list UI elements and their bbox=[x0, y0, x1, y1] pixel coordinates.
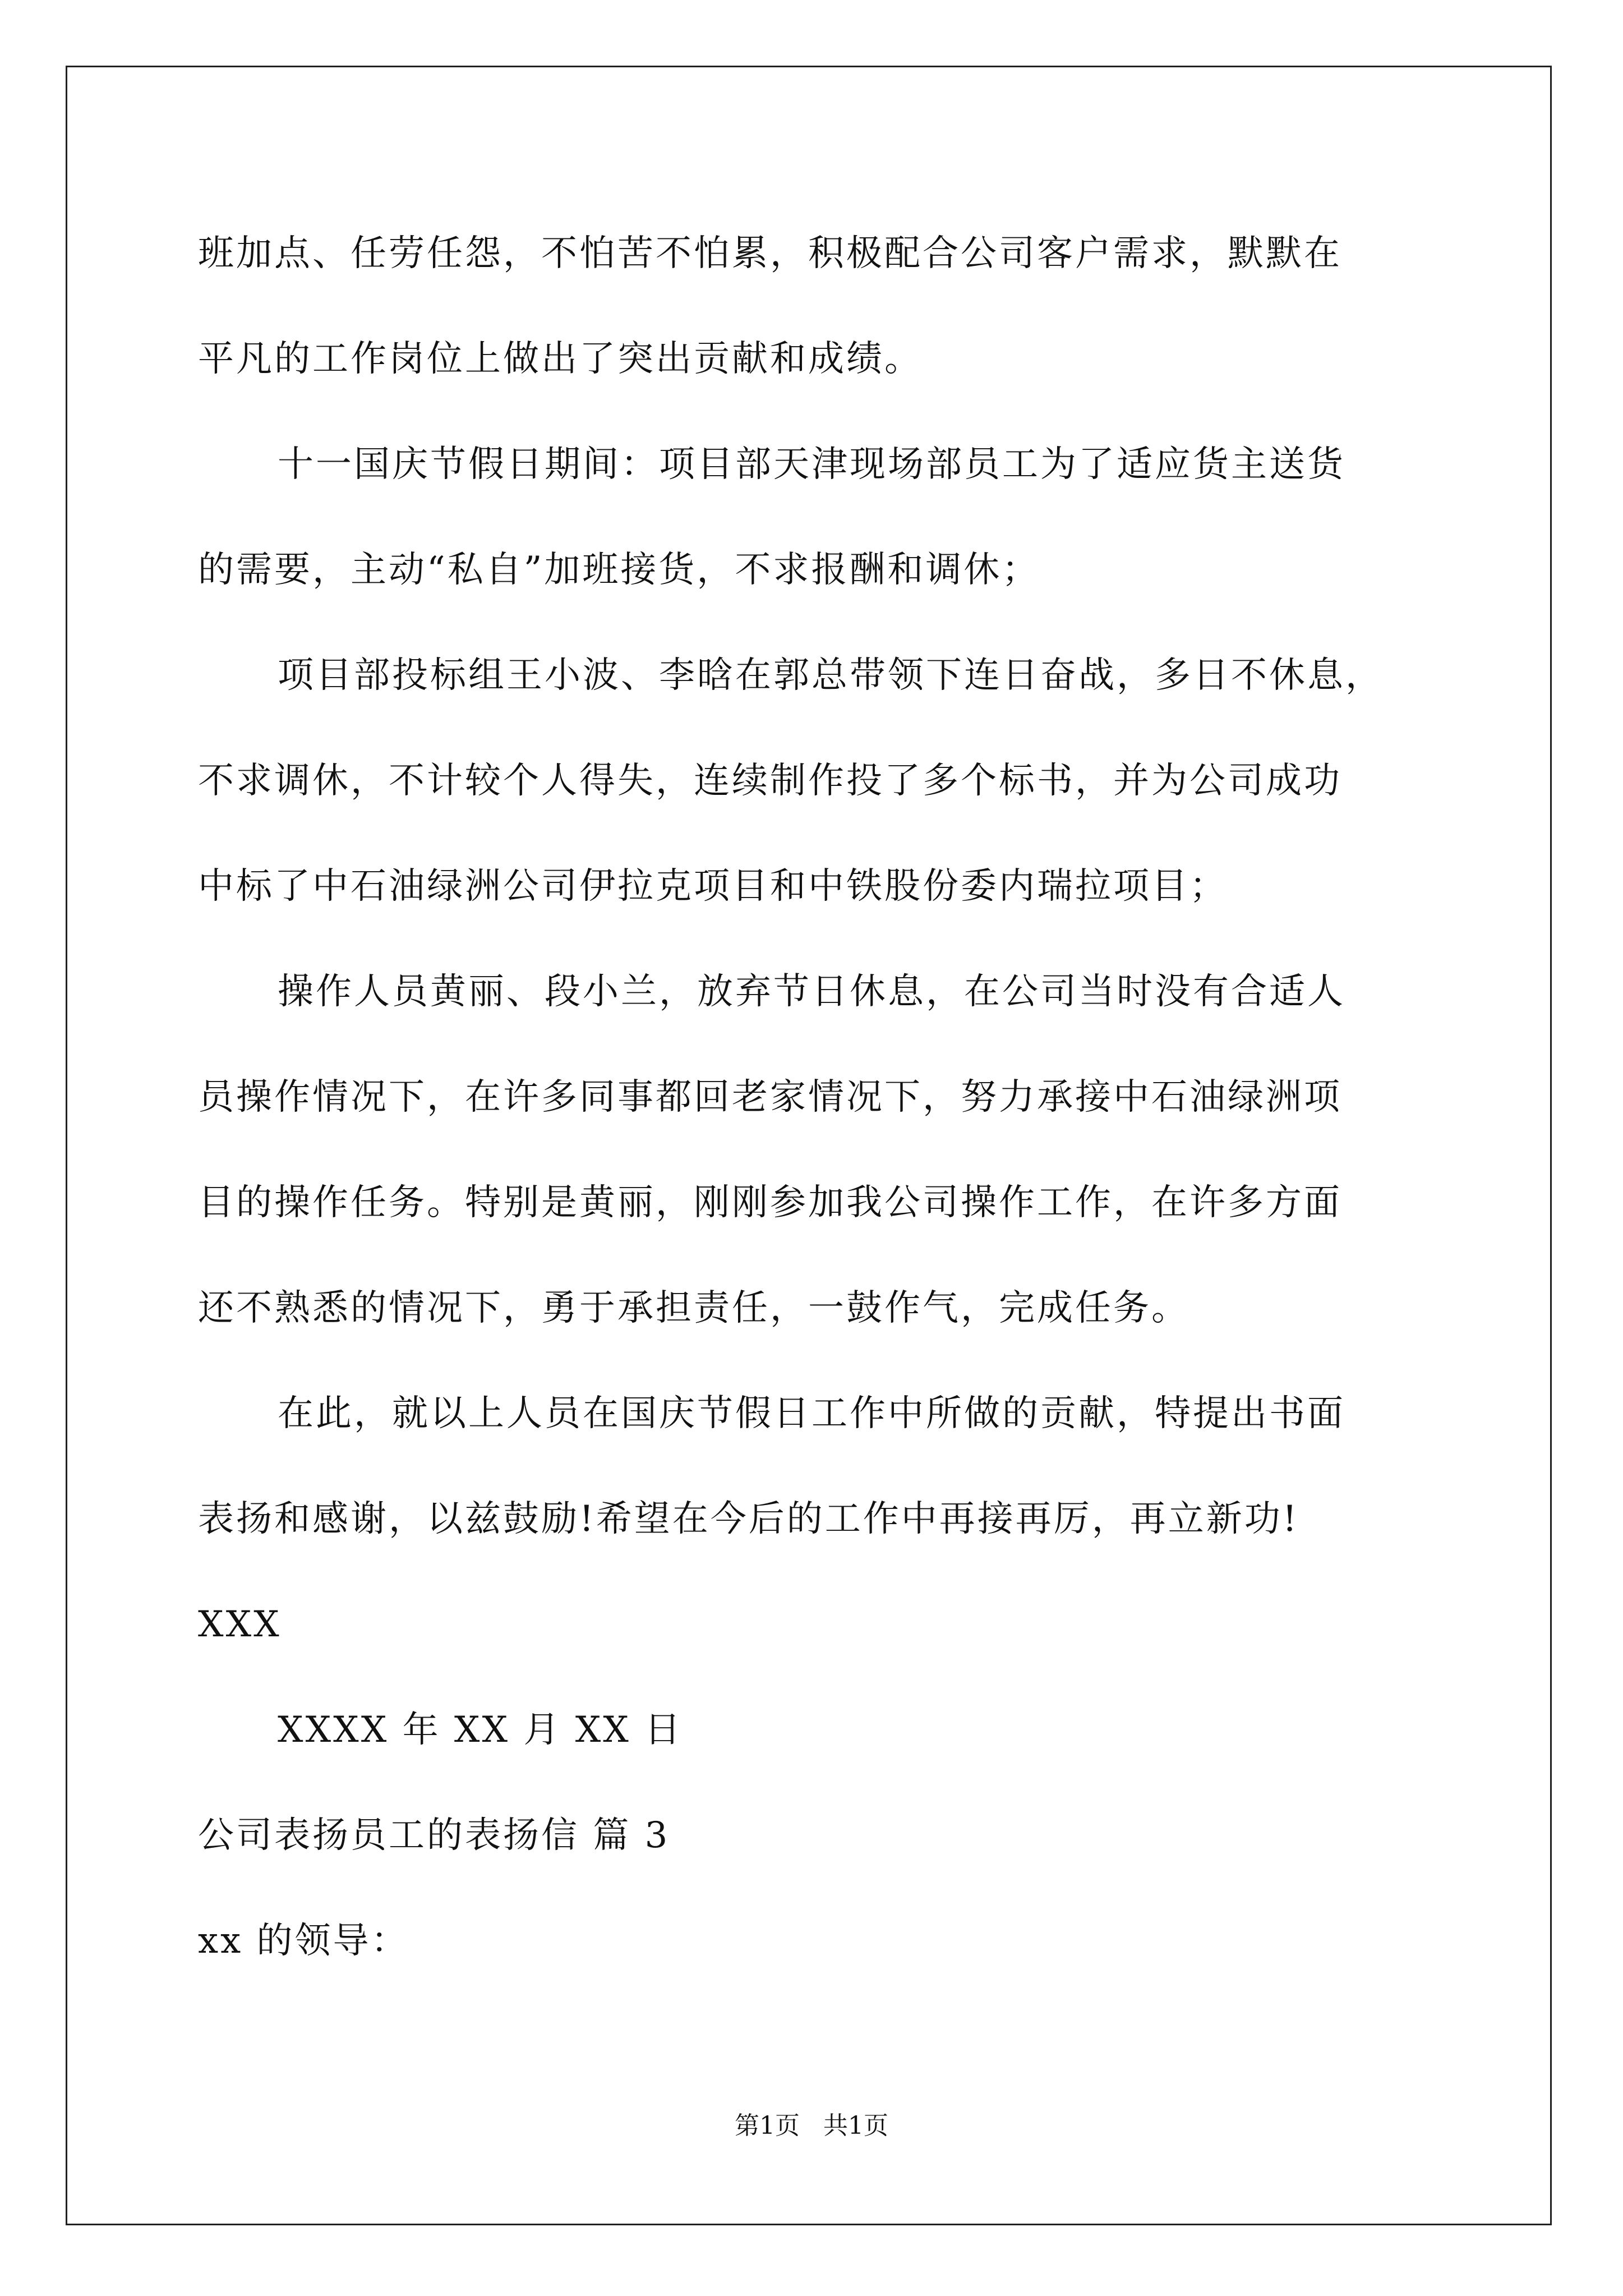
page-border bbox=[66, 66, 1552, 2225]
body-line-11: 还不熟悉的情况下，勇于承担责任，一鼓作气，完成任务。 bbox=[198, 1287, 1189, 1329]
body-line-1: 班加点、任劳任怨，不怕苦不怕累，积极配合公司客户需求，默默在 bbox=[198, 233, 1342, 274]
body-line-3: 十一国庆节假日期间：项目部天津现场部员工为了适应货主送货 bbox=[278, 444, 1345, 485]
signature-name: XXX bbox=[198, 1604, 282, 1645]
salutation: xx 的领导： bbox=[198, 1920, 409, 1962]
page-footer: 第1页 共1页 bbox=[735, 2111, 888, 2140]
signature-date: XXXX 年 XX 月 XX 日 bbox=[278, 1709, 683, 1751]
body-line-13: 表扬和感谢，以兹鼓励!希望在今后的工作中再接再厉，再立新功! bbox=[198, 1498, 1299, 1540]
body-line-2: 平凡的工作岗位上做出了突出贡献和成绩。 bbox=[198, 338, 923, 380]
body-line-7: 中标了中石油绿洲公司伊拉克项目和中铁股份委内瑞拉项目； bbox=[198, 866, 1228, 907]
body-line-8: 操作人员黄丽、段小兰，放弃节日休息，在公司当时没有合适人 bbox=[278, 971, 1345, 1013]
body-line-5: 项目部投标组王小波、李晗在郭总带领下连日奋战，多日不休息， bbox=[278, 655, 1384, 696]
body-line-12: 在此，就以上人员在国庆节假日工作中所做的贡献，特提出书面 bbox=[278, 1393, 1345, 1434]
body-line-4: 的需要，主动“私自”加班接货，不求报酬和调休； bbox=[198, 549, 1040, 591]
body-line-10: 目的操作任务。特别是黄丽，刚刚参加我公司操作工作，在许多方面 bbox=[198, 1182, 1342, 1223]
body-line-6: 不求调休，不计较个人得失，连续制作投了多个标书，并为公司成功 bbox=[198, 760, 1342, 802]
body-line-9: 员操作情况下，在许多同事都回老家情况下，努力承接中石油绿洲项 bbox=[198, 1076, 1342, 1118]
section-heading: 公司表扬员工的表扬信 篇 3 bbox=[198, 1815, 670, 1856]
